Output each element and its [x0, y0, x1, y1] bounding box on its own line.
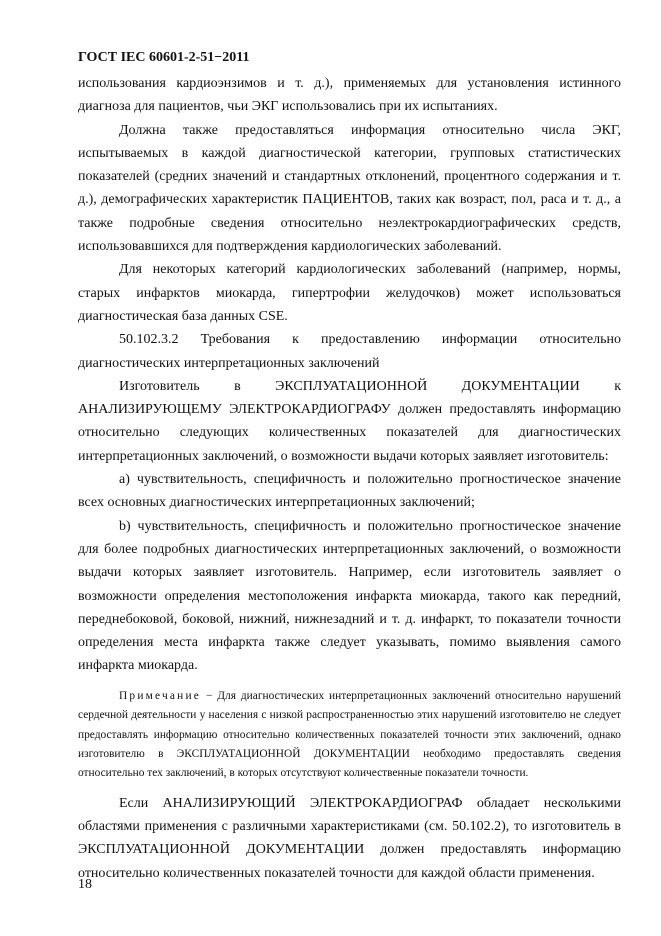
section-heading-50-102-3-2: 50.102.3.2 Требования к предоставлению информации относительно диагностических интерпретационных заключений	[78, 332, 621, 371]
note-text: Для диагностических интерпретационных заключений относительно нарушений сердечной деятельности у населения с низкой распространенностью этих нарушений изготовителю не следует предоставлять информацию относительно количественных показателей точности этих заключений, однако изготовителю в ЭКСПЛУАТАЦИОННОЙ ДОКУМЕНТАЦИИ необходимо предоставлять сведения относительно тех заключений, в которых отсутствуют количественные показатели точности.	[78, 689, 621, 780]
paragraph-continuation: использования кардиоэнзимов и т. д.), применяемых для установления истинного диагноза для пациентов, чьи ЭКГ использовались при их испытаниях.	[78, 76, 621, 115]
list-item-a: a) чувствительность, специфичность и положительно прогностическое значение всех основных диагностических интерпретационных заключений;	[78, 472, 621, 511]
paragraph-manufacturer-requirements: Изготовитель в ЭКСПЛУАТАЦИОННОЙ ДОКУМЕНТАЦИИ к АНАЛИЗИРУЮЩЕМУ ЭЛЕКТРОКАРДИОГРАФУ должен предоставлять информацию относительно следующих количественных показателей для диагностических интерпретационных заключений, о возможности выдачи которых заявляет изготовитель:	[78, 378, 621, 464]
page-number: 18	[78, 877, 92, 892]
note-dash: −	[205, 689, 213, 702]
note-block	[78, 687, 621, 784]
note-label: Примечание	[119, 689, 202, 702]
paragraph-ecg-info: Должна также предоставляться информация относительно числа ЭКГ, испытываемых в каждой диагностической категории, групповых статистических показателей (средних значений и стандартных отклонений, процентного содержания и т. д.), демографических характеристик ПАЦИЕНТОВ, таких как возраст, пол, раса и т. д., а также подробные сведения относительно неэлектрокардиографических средств, использовавшихся для подтверждения кардиологических заболеваний.	[78, 122, 621, 255]
list-item-b: b) чувствительность, специфичность и положительно прогностическое значение для более подробных диагностических интерпретационных заключений, о возможности выдачи которых заявляет изготовитель. Например, если изготовитель заявляет о возможности определения местоположения инфаркта миокарда, такого как передний, переднебоковой, боковой, нижний, нижнезадний и т. д. инфаркт, то показатели точности определения места инфаркта также следует указывать, помимо выявления самого инфаркта миокарда.	[78, 518, 621, 674]
document-header: ГОСТ IEC 60601-2-51−2011	[78, 50, 250, 65]
document-body	[78, 72, 621, 885]
paragraph-multiple-applications: Если АНАЛИЗИРУЮЩИЙ ЭЛЕКТРОКАРДИОГРАФ обладает несколькими областями применения с различными характеристиками (см. 50.102.2), то изготовитель в ЭКСПЛУАТАЦИОННОЙ ДОКУМЕНТАЦИИ должен предоставлять информацию относительно количественных показателей точности для каждой области применения.	[78, 795, 621, 881]
paragraph-cse-database: Для некоторых категорий кардиологических заболеваний (например, нормы, старых инфарктов миокарда, гипертрофии желудочков) может использоваться диагностическая база данных CSE.	[78, 262, 621, 324]
